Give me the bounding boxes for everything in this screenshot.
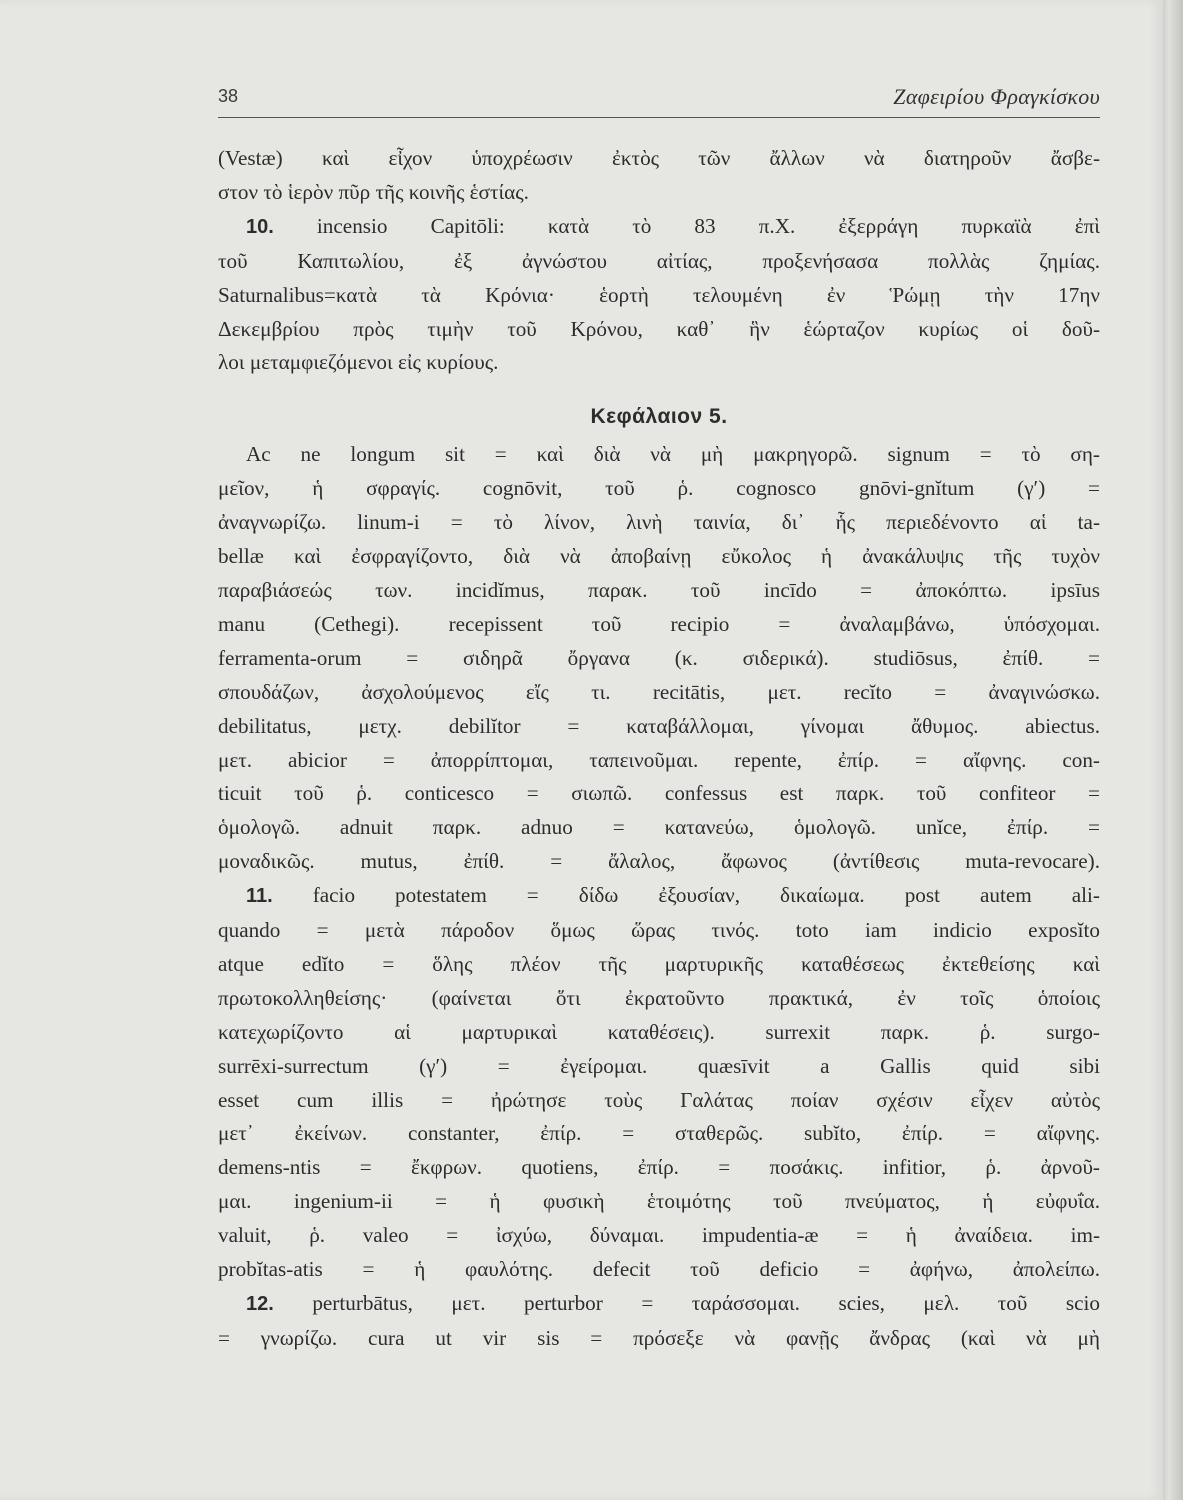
text-line: valuit, ῥ. valeo = ἰσχύω, δύναμαι. impudentia-æ = ἡ ἀναίδεια. im- [218,1223,1100,1248]
text-line: Ac ne longum sit = καὶ διὰ νὰ μὴ μακρηγορῶ. signum = τὸ ση- [246,442,1100,467]
paragraph-number: 12. [246,1293,274,1315]
text-line: (Vestæ) καὶ εἶχον ὑποχρέωσιν ἐκτὸς τῶν ἄλλων νὰ διατηροῦν ἄσβε- [218,146,1100,170]
text-line: πρωτοκολληθείσης· (φαίνεται ὅτι ἐκρατοῦντο πρακτικά, ἐν τοῖς ὁποίοις [218,985,1100,1010]
page-edge [1163,0,1183,1500]
text-line: probĭtas-atis = ἡ φαυλότης. defecit τοῦ deficio = ἀφήνω, ἀπολείπω. [218,1257,1100,1282]
text-line: surrēxi-surrectum (γ′) = ἐγείρομαι. quæsīvit a Gallis quid sibi [218,1053,1100,1078]
text-line: = γνωρίζω. cura ut vir sis = πρόσεξε νὰ φανῇς ἄνδρας (καὶ νὰ μὴ [218,1325,1100,1350]
text-line: atque edĭto = ὅλης πλέον τῆς μαρτυρικῆς καταθέσεως ἐκτεθείσης καὶ [218,951,1100,976]
text-line: λοι μεταμφιεζόμενοι εἰς κυρίους. [218,350,499,375]
text-line: μετ᾽ ἐκείνων. constanter, ἐπίρ. = σταθερῶς. subĭto, ἐπίρ. = αἴφνης. [218,1121,1100,1146]
text-line: demens-ntis = ἔκφρων. quotiens, ἐπίρ. = ποσάκις. infitior, ῥ. ἀρνοῦ- [218,1155,1100,1180]
paragraph-number: 10. [246,215,274,238]
text-line [218,1287,1100,1322]
text-line: στον τὸ ἱερὸν πῦρ τῆς κοινῆς ἑστίας. [218,179,529,204]
running-head: Ζαφειρίου Φραγκίσκου [893,84,1100,109]
text-line: μεῖον, ἡ σφραγίς. cognōvit, τοῦ ῥ. cognosco gnōvi-gnĭtum (γ′) = [218,476,1100,501]
text-line: ferramenta-orum = σιδηρᾶ ὄργανα (κ. σιδερικά). studiōsus, ἐπίθ. = [218,645,1100,670]
text-line-content: incensio Capitōli: κατὰ τὸ 83 π.Χ. ἐξερράγη πυρκαϊὰ ἐπὶ [316,213,1100,238]
text-line: manu (Cethegi). recepissent τοῦ recipio = ἀναλαμβάνω, ὑπόσχομαι. [218,611,1100,636]
text-line: παραβιάσεώς των. incidĭmus, παρακ. τοῦ incīdo = ἀποκόπτω. ipsīus [218,577,1100,602]
text-line: σπουδάζων, ἀσχολούμενος εἴς τι. recitātis, μετ. recĭto = ἀναγινώσκω. [218,679,1100,704]
text-line: bellæ καὶ ἐσφραγίζοντο, διὰ νὰ ἀποβαίνῃ εὔκολος ἡ ἀνακάλυψις τῆς τυχὸν [218,544,1100,569]
page-header [218,84,1100,118]
text-line: τοῦ Καπιτωλίου, ἐξ ἀγνώστου αἰτίας, προξενήσασα πολλὰς ζημίας. [218,248,1100,273]
text-line: ticuit τοῦ ῥ. conticesco = σιωπῶ. confessus est παρκ. τοῦ confiteor = [218,781,1100,806]
text-line: μοναδικῶς. mutus, ἐπίθ. = ἄλαλος, ἄφωνος (ἀντίθεσις muta-revocare). [218,849,1100,874]
page-number: 38 [218,86,239,106]
text-line-content: perturbātus, μετ. perturbor = ταράσσομαι. scies, μελ. τοῦ scio [312,1291,1100,1315]
text-line [218,210,1100,245]
text-line: μαι. ingenium-ii = ἡ φυσικὴ ἑτοιμότης τοῦ πνεύματος, ἡ εὐφυΐα. [218,1189,1100,1214]
text-line: ἀναγνωρίζω. linum-i = τὸ λίνον, λινὴ ταινία, δι᾽ ἧς περιεδένοντο αἱ ta- [218,510,1100,535]
text-line: ὁμολογῶ. adnuit παρκ. adnuo = κατανεύω, ὁμολογῶ. unĭce, ἐπίρ. = [218,815,1100,840]
text-line [218,879,1100,914]
text-line: esset cum illis = ἠρώτησε τοὺς Γαλάτας ποίαν σχέσιν εἶχεν αὐτὸς [218,1087,1100,1112]
header-rule [218,117,1100,118]
text-line: κατεχωρίζοντο αἱ μαρτυρικαὶ καταθέσεις). surrexit παρκ. ῥ. surgo- [218,1019,1100,1044]
text-line: debilitatus, μετχ. debilĭtor = καταβάλλομαι, γίνομαι ἄθυμος. abiectus. [218,713,1100,738]
text-line: Saturnalibus=κατὰ τὰ Κρόνια· ἑορτὴ τελουμένη ἐν Ῥώμῃ τὴν 17ην [218,282,1100,307]
text-line: Δεκεμβρίου πρὸς τιμὴν τοῦ Κρόνου, καθ᾽ ἣν ἑώρταζον κυρίως οἱ δοῦ- [218,316,1100,341]
text-line: quando = μετὰ πάροδον ὅμως ὥρας τινός. toto iam indicio exposĭto [218,918,1100,943]
chapter-title: Κεφάλαιον 5. [590,405,728,429]
text-line-content: facio potestatem = δίδω ἐξουσίαν, δικαίωμα. post autem ali- [312,883,1100,908]
text-line: μετ. abicior = ἀπορρίπτομαι, ταπεινοῦμαι. repente, ἐπίρ. = αἴφνης. con- [218,747,1100,772]
body-text [218,142,1100,1356]
paragraph-number: 11. [246,885,273,908]
